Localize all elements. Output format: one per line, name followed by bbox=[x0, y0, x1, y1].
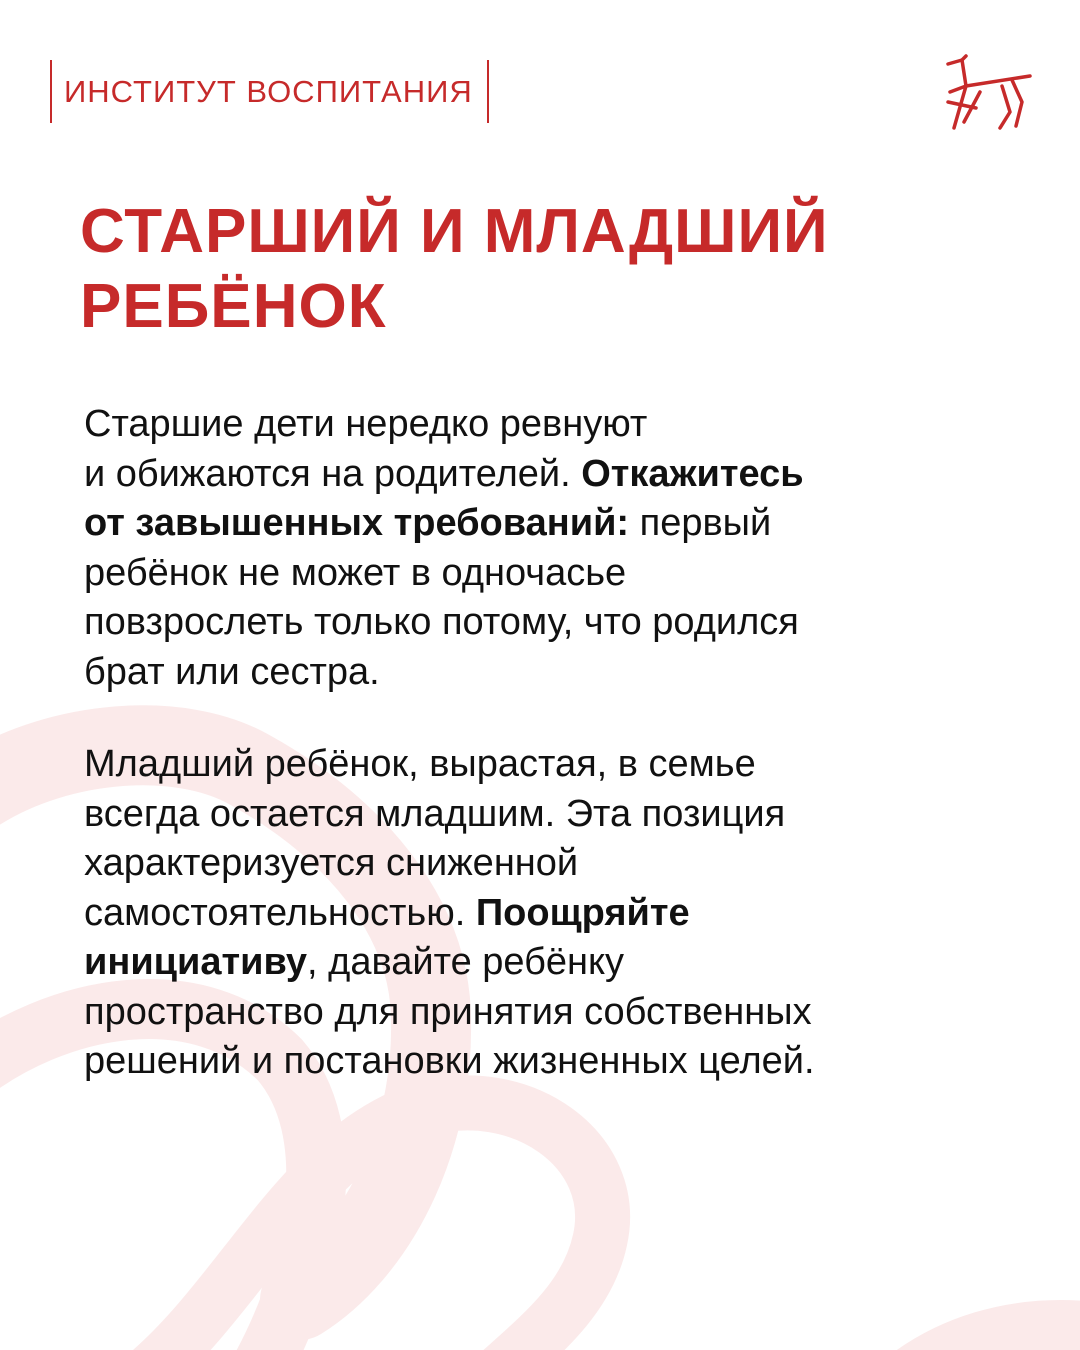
p1-line-5: повзрослеть только потому, что родился bbox=[84, 601, 799, 643]
p2-line-1: Младший ребёнок, вырастая, в семье bbox=[84, 743, 756, 785]
p1-line-6: брат или сестра. bbox=[84, 650, 380, 693]
paragraph-younger-child bbox=[84, 740, 1044, 1087]
p1-line-4: ребёнок не может в одночасье bbox=[84, 551, 627, 594]
page-title bbox=[80, 194, 1030, 344]
p1-emphasis-2: от завышенных требований: bbox=[84, 502, 630, 544]
title-line-1: СТАРШИЙ И МЛАДШИЙ bbox=[80, 197, 829, 266]
p1-line-3 bbox=[84, 499, 1044, 549]
p1-line-1: Старшие дети нередко ревнуют bbox=[84, 403, 648, 445]
paragraph-older-child bbox=[84, 400, 1044, 697]
p2-line-4 bbox=[84, 889, 1044, 939]
brand-right-divider bbox=[487, 60, 489, 123]
p2-line-7: решений и постановки жизненных целей. bbox=[84, 1040, 815, 1082]
title-line-2: РЕБЁНОК bbox=[80, 272, 387, 341]
p2-line-4-text: самостоятельностью. bbox=[84, 891, 476, 934]
p1-emphasis-1: Откажитесь bbox=[581, 452, 804, 495]
p2-emphasis-1: Поощряйте bbox=[475, 891, 690, 934]
p2-line-2: всегда остается младшим. Эта позиция bbox=[84, 792, 786, 835]
brand-header bbox=[50, 60, 489, 123]
p2-line-3: характеризуется сниженной bbox=[84, 842, 579, 884]
p2-emphasis-2: инициативу bbox=[84, 941, 308, 983]
brand-name: ИНСТИТУТ ВОСПИТАНИЯ bbox=[64, 74, 473, 109]
p1-line-3-text: первый bbox=[629, 502, 772, 544]
p1-line-2-text: и обижаются на родителей. bbox=[84, 452, 582, 495]
horse-chair-logo-icon bbox=[940, 52, 1035, 132]
p2-line-5 bbox=[84, 938, 1044, 988]
p2-line-5-text: , давайте ребёнку bbox=[307, 941, 625, 983]
p2-line-6: пространство для принятия собственных bbox=[84, 990, 812, 1033]
p1-line-2 bbox=[84, 450, 1044, 500]
